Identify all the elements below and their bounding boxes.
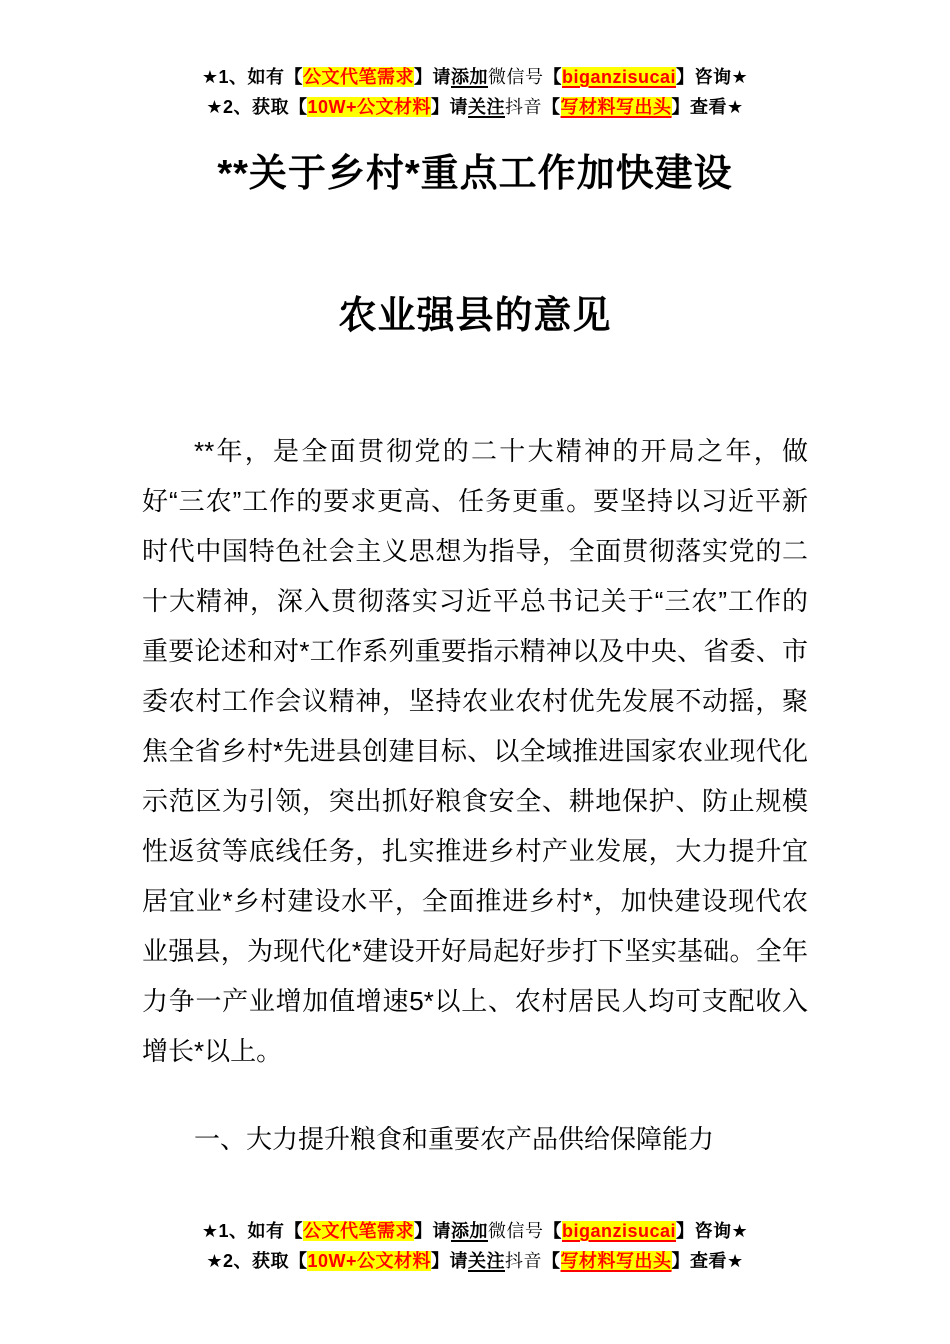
notice-segment: 】请	[413, 67, 451, 87]
notice-segment: 添加	[450, 67, 488, 87]
notice-segment: 10W+公文材料	[307, 97, 432, 117]
notice-segment: biganzisucai	[561, 67, 677, 87]
notice-segment: biganzisucai	[561, 1221, 677, 1241]
notice-segment: ★2、获取【	[206, 97, 308, 117]
notice-segment: 添加	[450, 1221, 488, 1241]
notice-segment: 微信号	[487, 67, 544, 87]
notice-header-line-2	[0, 92, 950, 122]
notice-header	[0, 0, 950, 122]
notice-segment: 抖音	[505, 1251, 543, 1271]
notice-segment: ★2、获取【	[206, 1251, 308, 1271]
section-heading: 一、大力提升粮食和重要农产品供给保障能力	[194, 1124, 715, 1154]
notice-segment: 微信号	[487, 1221, 544, 1241]
notice-segment: 】请	[431, 97, 469, 117]
notice-segment: 写材料写出头	[560, 97, 672, 117]
document-title-line-1: **关于乡村*重点工作加快建设	[217, 153, 733, 195]
notice-segment: 关注	[468, 97, 506, 117]
notice-segment: 10W+公文材料	[307, 1251, 432, 1271]
notice-segment: 关注	[468, 1251, 506, 1271]
notice-segment: 【	[543, 67, 562, 87]
notice-segment: 【	[542, 97, 561, 117]
notice-segment: ★1、如有【	[201, 67, 303, 87]
body-paragraph: **年，是全面贯彻党的二十大精神的开局之年，做好“三农”工作的要求更高、任务更重。要坚持以习近平新时代中国特色社会主义思想为指导，全面贯彻落实党的二十大精神，深入贯彻落实习近平总书记关于“三农”工作的重要论述和对*工作系列重要指示精神以及中央、省委、市委农村工作会议精神，坚持农业农村优先发展不动摇，聚焦全省乡村*先进县创建目标、以全域推进国家农业现代化示范区为引领，突出抓好粮食安全、耕地保护、防止规模性返贫等底线任务，扎实推进乡村产业发展，大力提升宜居宜业*乡村建设水平，全面推进乡村*，加快建设现代农业强县，为现代化*建设开好局起好步打下坚实基础。全年力争一产业增加值增速5*以上、农村居民人均可支配收入增长*以上。	[142, 436, 808, 1066]
notice-segment: 】请	[431, 1251, 469, 1271]
notice-footer-line-2	[0, 1246, 950, 1276]
notice-segment: 公文代笔需求	[302, 67, 414, 87]
notice-segment: ★1、如有【	[201, 1221, 303, 1241]
document-body	[142, 426, 808, 1076]
notice-segment: 】查看★	[671, 1251, 744, 1271]
notice-segment: 】咨询★	[676, 67, 749, 87]
notice-segment: 【	[543, 1221, 562, 1241]
notice-segment: 】请	[413, 1221, 451, 1241]
notice-segment: 抖音	[505, 97, 543, 117]
notice-footer-line-1	[0, 1216, 950, 1246]
notice-header-line-1	[0, 62, 950, 92]
notice-footer	[0, 1216, 950, 1344]
notice-segment: 公文代笔需求	[302, 1221, 414, 1241]
document-title-line-2: 农业强县的意见	[338, 295, 612, 337]
notice-segment: 【	[542, 1251, 561, 1271]
notice-segment: 写材料写出头	[560, 1251, 672, 1271]
notice-segment: 】咨询★	[676, 1221, 749, 1241]
notice-segment: 】查看★	[671, 97, 744, 117]
